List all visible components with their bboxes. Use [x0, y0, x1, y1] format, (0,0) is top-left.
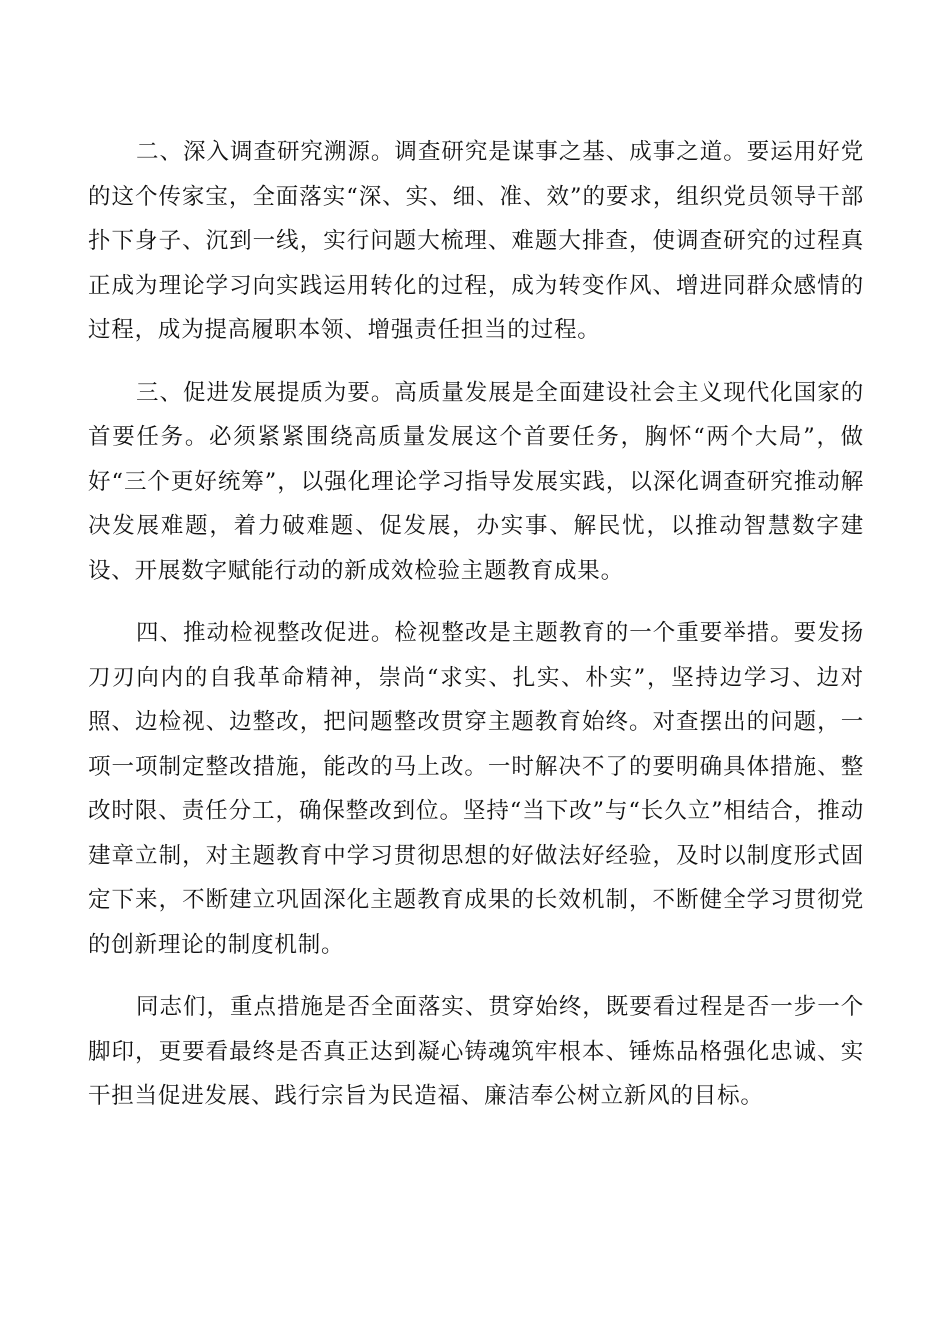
paragraph-section-three: 三、促进发展提质为要。高质量发展是全面建设社会主义现代化国家的首要任务。必须紧紧围绕高质量发展这个首要任务，胸怀“两个大局”，做好“三个更好统筹”，以强化理论学习指导发展实践，以深化调查研究推动解决发展难题，着力破难题、促发展，办实事、解民忧，以推动智慧数字建设、开展数字赋能行动的新成效检验主题教育成果。 — [88, 379, 864, 584]
paragraph-section-four: 四、推动检视整改促进。检视整改是主题教育的一个重要举措。要发扬刀刃向内的自我革命精神，崇尚“求实、扎实、朴实”，坚持边学习、边对照、边检视、边整改，把问题整改贯穿主题教育始终。对查摆出的问题，一项一项制定整改措施，能改的马上改。一时解决不了的要明确具体措施、整改时限、责任分工，确保整改到位。坚持“当下改”与“长久立”相结合，推动建章立制，对主题教育中学习贯彻思想的好做法好经验，及时以制度形式固定下来，不断建立巩固深化主题教育成果的长效机制，不断健全学习贯彻党的创新理论的制度机制。 — [88, 620, 864, 958]
paragraph-closing: 同志们，重点措施是否全面落实、贯穿始终，既要看过程是否一步一个脚印，更要看最终是否真正达到凝心铸魂筑牢根本、锤炼品格强化忠诚、实干担当促进发展、践行宗旨为民造福、廉洁奉公树立新风的目标。 — [88, 994, 864, 1109]
document-body — [88, 130, 864, 1137]
paragraph-section-two: 二、深入调查研究溯源。调查研究是谋事之基、成事之道。要运用好党的这个传家宝，全面落实“深、实、细、准、效”的要求，组织党员领导干部扑下身子、沉到一线，实行问题大梳理、难题大排查，使调查研究的过程真正成为理论学习向实践运用转化的过程，成为转变作风、增进同群众感情的过程，成为提高履职本领、增强责任担当的过程。 — [88, 139, 864, 343]
